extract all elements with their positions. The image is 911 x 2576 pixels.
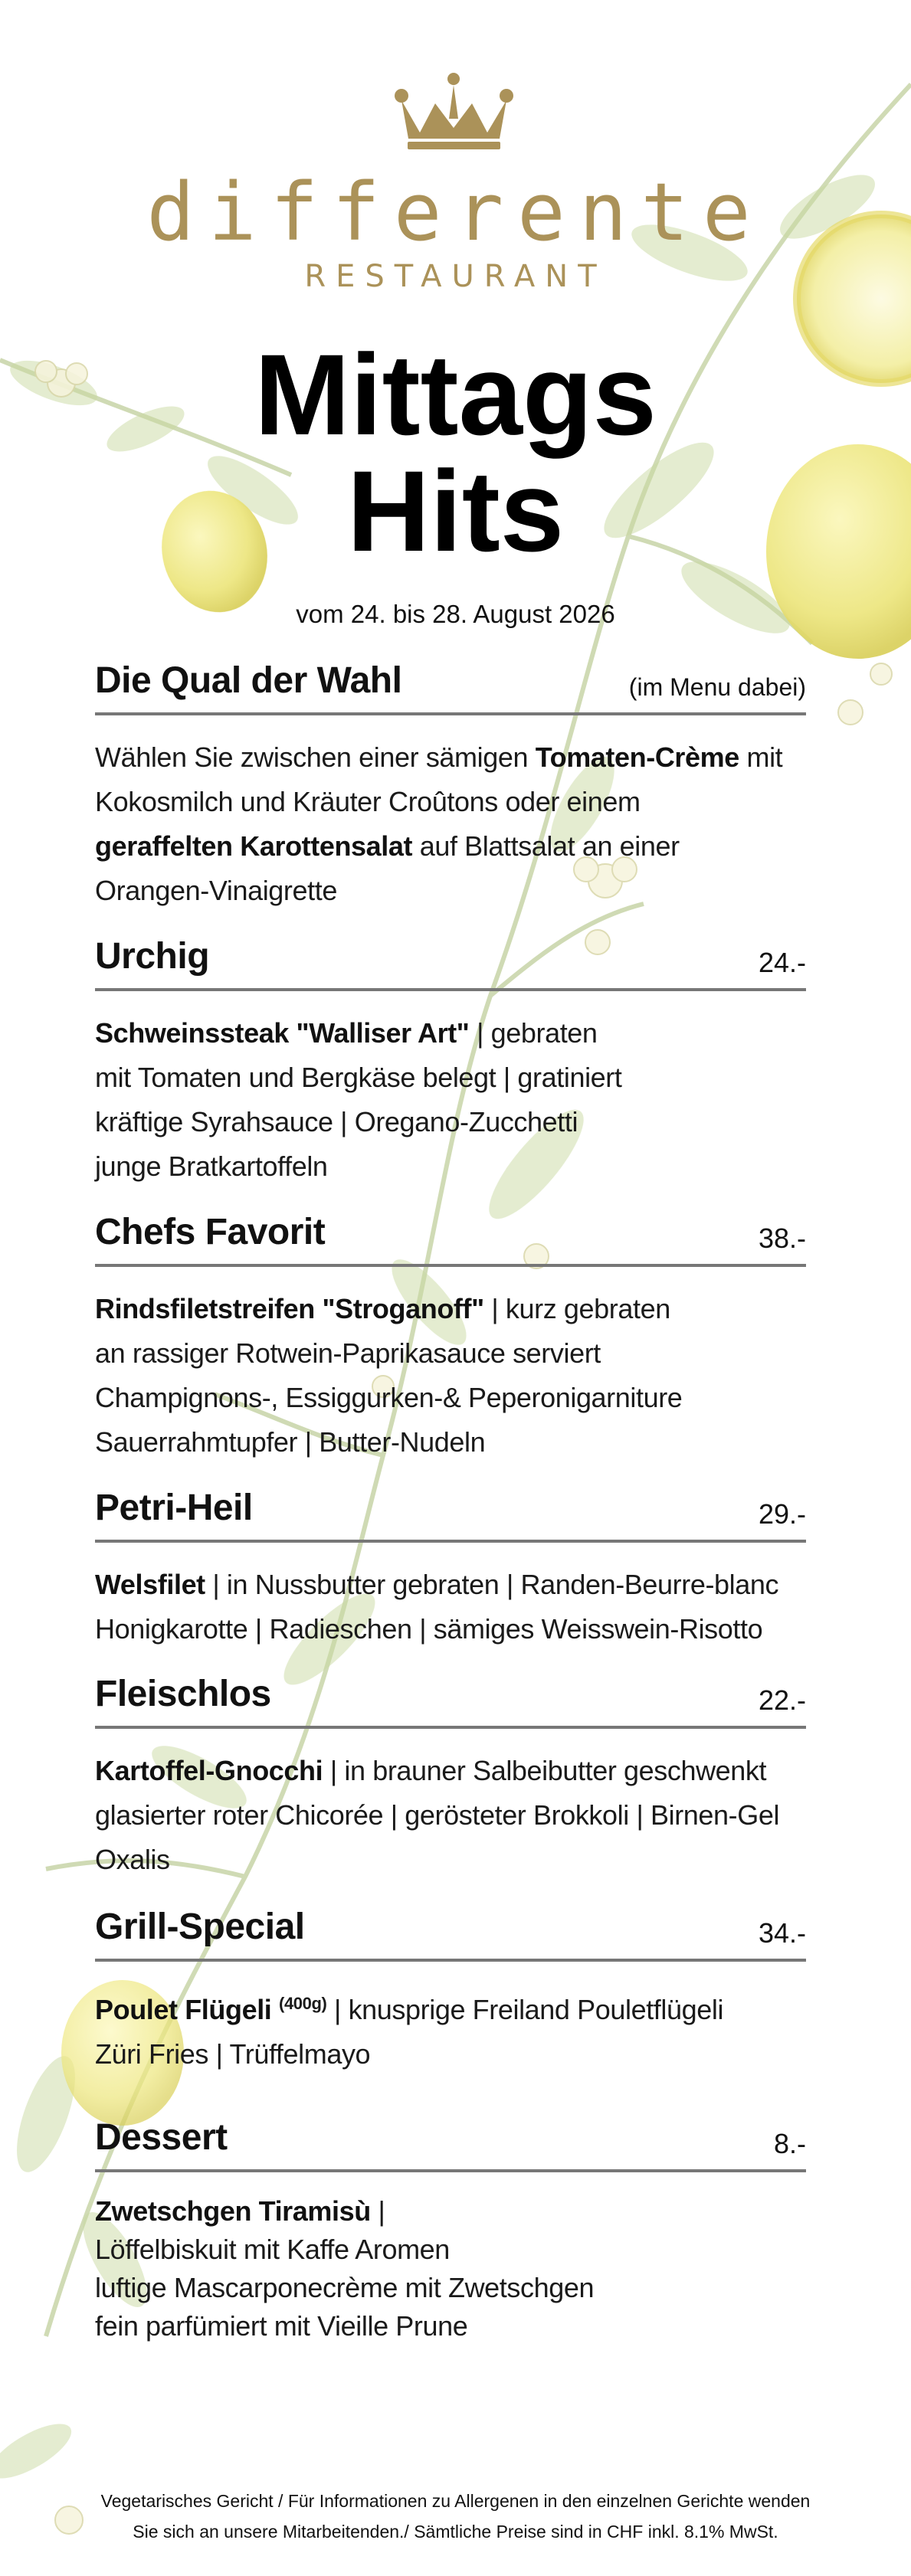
- section-header: [95, 936, 806, 991]
- description-line: Rindsfiletstreifen "Stroganoff" | kurz gebraten: [95, 1293, 670, 1324]
- description-line: kräftige Syrahsauce | Oregano-Zucchetti: [95, 1106, 578, 1137]
- section-title: Chefs Favorit: [95, 1212, 326, 1252]
- menu-section-grill: [95, 1907, 806, 2077]
- menu-section-urchig: [95, 936, 806, 1189]
- description-line: Oxalis: [95, 1844, 170, 1875]
- section-title: Fleischlos: [95, 1674, 271, 1714]
- section-title: Dessert: [95, 2117, 228, 2158]
- dish-description: [95, 1563, 806, 1651]
- description-line: geraffelten Karottensalat auf Blattsalat an einer: [95, 830, 680, 862]
- description-line: mit Tomaten und Bergkäse belegt | gratiniert: [95, 1062, 622, 1093]
- section-header: [95, 660, 806, 715]
- section-header: [95, 1907, 806, 1962]
- dish-description: [95, 1287, 806, 1465]
- date-range: vom 24. bis 28. August 2026: [296, 600, 615, 628]
- description-line: Champignons-, Essiggurken-& Peperonigarniture: [95, 1382, 683, 1413]
- dish-description: [95, 1982, 806, 2077]
- footer-note-line1: Vegetarisches Gericht / Für Informationen zu Allergenen in den einzelnen Gerichte wenden: [100, 2491, 811, 2511]
- description-line: Poulet Flügeli $^{(400g)}$ | knusprige Freiland Pouletflügeli: [95, 1994, 724, 2025]
- menu-section-wahl: [95, 660, 806, 913]
- dish-price: 38.-: [758, 1223, 806, 1254]
- section-header: [95, 1674, 806, 1729]
- description-line: Löffelbiskuit mit Kaffe Aromen: [95, 2234, 450, 2265]
- description-line: glasierter roter Chicorée | gerösteter Brokkoli | Birnen-Gel: [95, 1799, 780, 1831]
- menu-section-petri: [95, 1488, 806, 1651]
- menu-section-fleischlos: [95, 1674, 806, 1882]
- description-line: an rassiger Rotwein-Paprikasauce serviert: [95, 1337, 601, 1369]
- dish-price: 8.-: [773, 2128, 806, 2159]
- dish-price: 29.-: [758, 1498, 806, 1530]
- page-title-line2: Hits: [346, 447, 565, 575]
- section-header: [95, 1212, 806, 1267]
- section-title: Die Qual der Wahl: [95, 660, 402, 701]
- menu-section-chefs: [95, 1212, 806, 1465]
- description-line: junge Bratkartoffeln: [95, 1151, 328, 1182]
- description-line: Welsfilet | in Nussbutter gebraten | Randen-Beurre-blanc: [95, 1569, 779, 1600]
- description-line: fein parfümiert mit Vieille Prune: [95, 2310, 468, 2342]
- description-line: Sauerrahmtupfer | Butter-Nudeln: [95, 1426, 486, 1458]
- description-line: Orangen-Vinaigrette: [95, 875, 337, 906]
- dish-description: [95, 735, 806, 913]
- dish-price: 34.-: [758, 1917, 806, 1949]
- dish-description: [95, 1011, 806, 1189]
- description-line: Kartoffel-Gnocchi | in brauner Salbeibutter geschwenkt: [95, 1755, 767, 1786]
- section-header: [95, 2117, 806, 2172]
- section-title: Grill-Special: [95, 1907, 305, 1947]
- description-line: Kokosmilch und Kräuter Croûtons oder einem: [95, 786, 641, 817]
- description-line: Honigkarotte | Radieschen | sämiges Weisswein-Risotto: [95, 1613, 763, 1645]
- description-line: Züri Fries | Trüffelmayo: [95, 2038, 371, 2070]
- description-line: luftige Mascarponecrème mit Zwetschgen: [95, 2272, 595, 2303]
- page-title-line1: Mittags: [254, 330, 657, 459]
- dish-price: 24.-: [758, 947, 806, 978]
- description-line: Zwetschgen Tiramisù |: [95, 2195, 385, 2227]
- menu-section-dessert: [95, 2117, 806, 2345]
- crown-icon: [391, 73, 517, 149]
- dish-price: 22.-: [758, 1684, 806, 1716]
- brand-name: differente: [146, 165, 765, 259]
- dish-description: [95, 1749, 806, 1882]
- section-title: Urchig: [95, 936, 210, 977]
- section-note: (im Menu dabei): [628, 673, 806, 701]
- description-line: Schweinssteak "Walliser Art" | gebraten: [95, 1017, 598, 1049]
- footer-note-line2: Sie sich an unsere Mitarbeitenden./ Sämtliche Preise sind in CHF inkl. 8.1% MwSt.: [133, 2522, 778, 2542]
- dish-description: [95, 2192, 806, 2345]
- section-title: Petri-Heil: [95, 1488, 253, 1528]
- section-header: [95, 1488, 806, 1543]
- description-line: Wählen Sie zwischen einer sämigen Tomaten-Crème mit: [95, 741, 783, 773]
- brand-subtitle: RESTAURANT: [304, 259, 607, 294]
